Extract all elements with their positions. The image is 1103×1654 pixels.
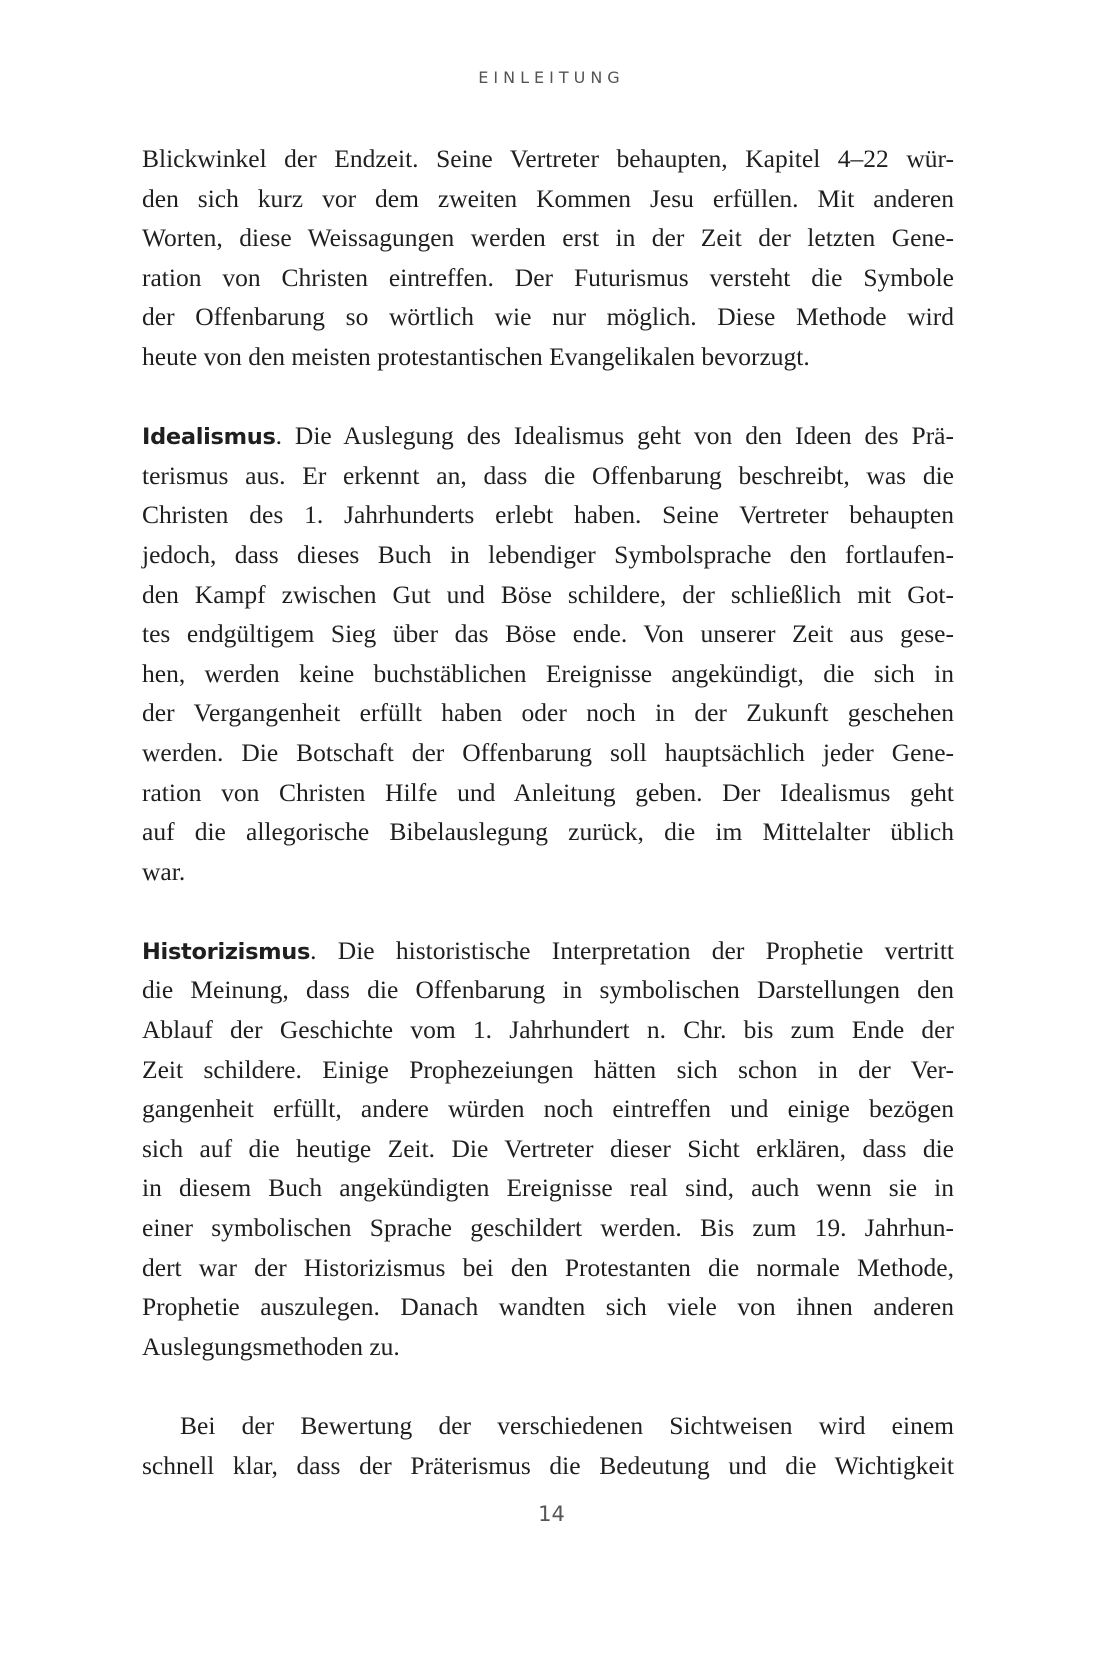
text-line: terismus aus. Er erkennt an, dass die Offenbarung beschreibt, was die xyxy=(142,460,954,490)
text-line: Prophetie auszulegen. Danach wandten sich viele von ihnen anderen xyxy=(142,1292,954,1322)
text-line: Christen des 1. Jahrhunderts erlebt haben. Seine Vertreter behaupten xyxy=(142,500,954,530)
text-line: tes endgültigem Sieg über das Böse ende. Von unserer Zeit aus gese- xyxy=(142,619,954,649)
text-line: sich auf die heutige Zeit. Die Vertreter dieser Sicht erklären, dass die xyxy=(142,1133,954,1163)
text-line: dert war der Historizismus bei den Protestanten die normale Methode, xyxy=(142,1252,954,1282)
text-line: war. xyxy=(142,856,186,886)
text-line: Zeit schildere. Einige Prophezeiungen hätten sich schon in der Ver- xyxy=(142,1054,954,1084)
text-line: Blickwinkel der Endzeit. Seine Vertreter behaupten, Kapitel 4–22 wür- xyxy=(142,144,954,173)
paragraph-bewertung xyxy=(142,1406,954,1485)
paragraph-idealismus xyxy=(142,416,954,891)
text-line xyxy=(142,416,954,456)
text-line xyxy=(142,931,954,971)
text-line: hen, werden keine buchstäblichen Ereignisse angekündigt, die sich in xyxy=(142,658,954,688)
text-line: Ablauf der Geschichte vom 1. Jahrhundert n. Chr. bis zum Ende der xyxy=(142,1015,954,1045)
text-line: den sich kurz vor dem zweiten Kommen Jesu erfüllen. Mit anderen xyxy=(142,183,954,213)
text-line: den Kampf zwischen Gut und Böse schildere, der schließlich mit Got- xyxy=(142,579,954,609)
text-line: Bei der Bewertung der verschiedenen Sichtweisen wird einem xyxy=(180,1411,954,1440)
text-line: heute von den meisten protestantischen Evangelikalen bevorzugt. xyxy=(142,341,810,371)
text-line-rest: . Die historistische Interpretation der Prophetie vertritt xyxy=(310,935,954,965)
text-line-rest: . Die Auslegung des Idealismus geht von den Ideen des Prä- xyxy=(275,421,954,451)
text-line: ration von Christen Hilfe und Anleitung geben. Der Idealismus geht xyxy=(142,777,954,807)
text-line: werden. Die Botschaft der Offenbarung soll hauptsächlich jeder Gene- xyxy=(142,737,954,767)
text-line: Worten, diese Weissagungen werden erst in der Zeit der letzten Gene- xyxy=(142,223,954,253)
body-text xyxy=(142,139,954,1485)
paragraph-spacer xyxy=(142,1366,954,1406)
text-line: einer symbolischen Sprache geschildert werden. Bis zum 19. Jahrhun- xyxy=(142,1213,954,1243)
text-line: die Meinung, dass die Offenbarung in symbolischen Darstellungen den xyxy=(142,975,954,1005)
paragraph-spacer xyxy=(142,891,954,931)
text-line: der Offenbarung so wörtlich wie nur möglich. Diese Methode wird xyxy=(142,302,954,332)
page-number: 14 xyxy=(538,1502,565,1526)
text-line: gangenheit erfüllt, andere würden noch eintreffen und einige bezögen xyxy=(142,1094,954,1124)
term-heading-historizismus: Historizismus xyxy=(142,938,311,965)
text-line: in diesem Buch angekündigten Ereignisse real sind, auch wenn sie in xyxy=(142,1173,954,1203)
text-line: jedoch, dass dieses Buch in lebendiger Symbolsprache den fortlaufen- xyxy=(142,539,954,569)
running-head: EINLEITUNG xyxy=(478,68,625,87)
paragraph-futurismus-end xyxy=(142,139,954,377)
term-heading-idealismus: Idealismus xyxy=(142,424,276,451)
paragraph-historizismus xyxy=(142,931,954,1367)
text-line: Auslegungsmethoden zu. xyxy=(142,1331,400,1361)
text-line: ration von Christen eintreffen. Der Futurismus versteht die Symbole xyxy=(142,262,954,292)
text-line: schnell klar, dass der Präterismus die Bedeutung und die Wichtigkeit xyxy=(142,1450,954,1480)
text-line: der Vergangenheit erfüllt haben oder noch in der Zukunft geschehen xyxy=(142,698,954,728)
paragraph-spacer xyxy=(142,377,954,417)
text-line: auf die allegorische Bibelauslegung zurück, die im Mittelalter üblich xyxy=(142,817,954,847)
